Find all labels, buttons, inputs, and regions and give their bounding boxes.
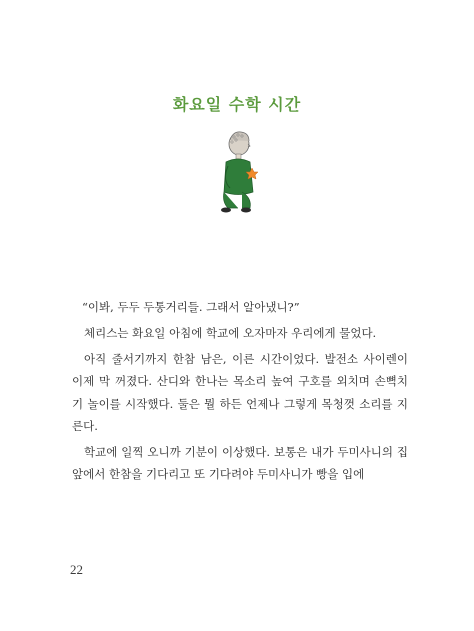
paragraph: 아직 줄서기까지 한참 남은, 이른 시간이었다. 발전소 사이렌이 이제 막 꺼졌다. 산디와 한나는 목소리 높여 구호를 외치며 손뼉치기 놀이를 시작했다. 둘은 뭘 하든 언제나 그렇게 목청껏 소리를 지른다. xyxy=(72,351,408,434)
page-number: 22 xyxy=(70,562,83,577)
chapter-title: 화요일 수학 시간 xyxy=(172,95,302,114)
boy-head xyxy=(229,132,250,155)
paragraph: 학교에 일찍 오니까 기분이 이상했다. 보통은 내가 두미사니의 집 앞에서 한참을 기다리고 또 기다려야 두미사니가 빵을 입에 xyxy=(72,444,408,482)
paragraph: “이봐, 두두 두통거리들. 그래서 알아냈니?” xyxy=(82,300,300,314)
boy-illustration xyxy=(212,128,268,216)
paragraph: 체리스는 화요일 아침에 학교에 오자마자 우리에게 물었다. xyxy=(84,325,377,340)
body-text xyxy=(72,296,408,489)
